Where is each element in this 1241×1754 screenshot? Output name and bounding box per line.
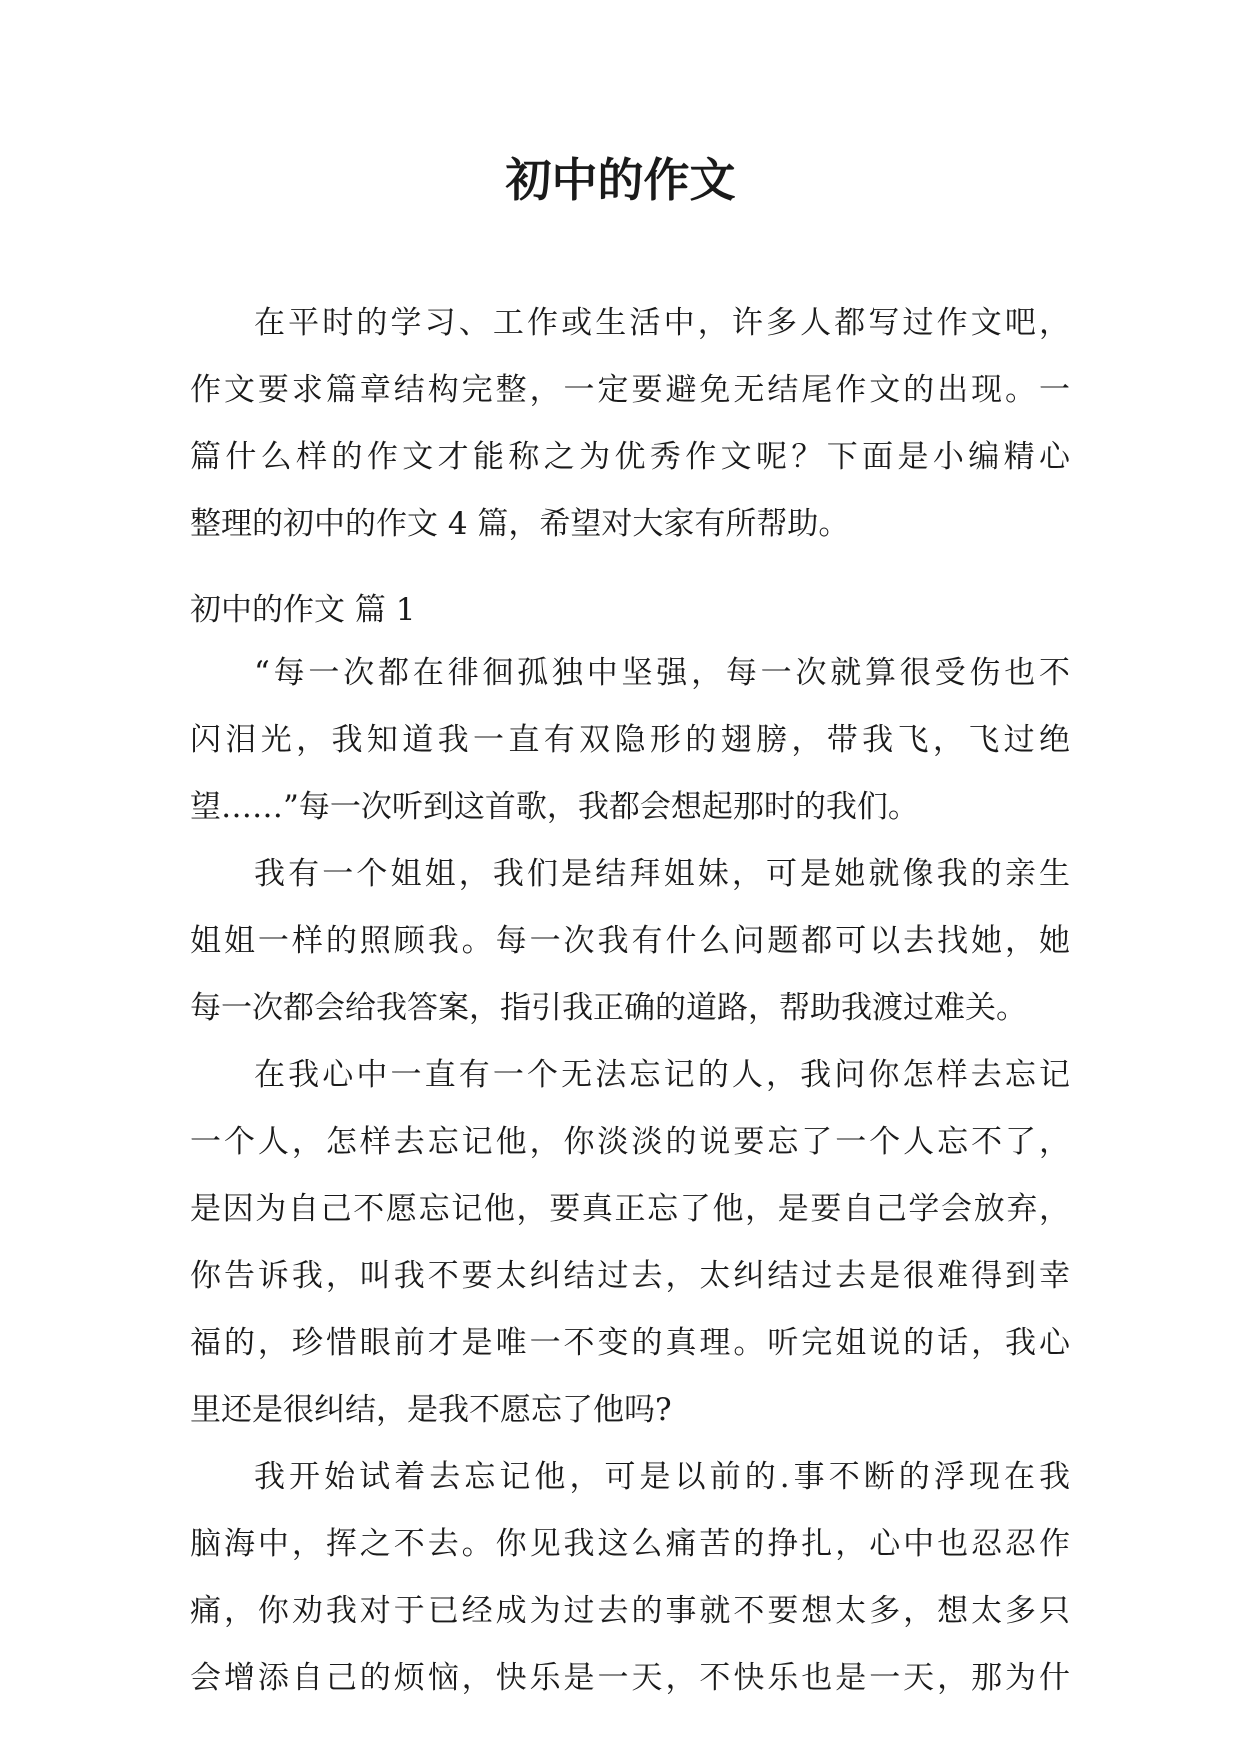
paragraph xyxy=(190,1042,1070,1444)
paragraph xyxy=(190,640,1070,841)
paragraph xyxy=(190,1444,1070,1712)
paragraph-line: 姐姐一样的照顾我。每一次我有什么问题都可以去找她，她 xyxy=(190,923,1070,959)
document-title: 初中的作文 xyxy=(505,153,736,207)
paragraph-line: 每一次都会给我答案，指引我正确的道路，帮助我渡过难关。 xyxy=(190,990,1027,1026)
paragraph-line: 在我心中一直有一个无法忘记的人，我问你怎样去忘记 xyxy=(254,1057,1070,1093)
essay-body xyxy=(190,580,1070,1712)
paragraph-line: 望……”每一次听到这首歌，我都会想起那时的我们。 xyxy=(190,789,919,825)
intro-paragraph xyxy=(190,290,1070,558)
paragraph-line: “每一次都在徘徊孤独中坚强，每一次就算很受伤也不 xyxy=(254,655,1070,691)
paragraph-line: 福的，珍惜眼前才是唯一不变的真理。听完姐说的话，我心 xyxy=(190,1325,1070,1361)
paragraph-line: 痛，你劝我对于已经成为过去的事就不要想太多，想太多只 xyxy=(190,1593,1070,1629)
section-heading: 初中的作文 篇 1 xyxy=(190,592,416,628)
intro-line: 篇什么样的作文才能称之为优秀作文呢？下面是小编精心 xyxy=(190,439,1070,475)
intro-line: 在平时的学习、工作或生活中，许多人都写过作文吧， xyxy=(254,305,1070,341)
paragraph-line: 会增添自己的烦恼，快乐是一天，不快乐也是一天，那为什 xyxy=(190,1660,1070,1696)
paragraph-line: 一个人，怎样去忘记他，你淡淡的说要忘了一个人忘不了， xyxy=(190,1124,1070,1160)
paragraph-line: 闪泪光，我知道我一直有双隐形的翅膀，带我飞，飞过绝 xyxy=(190,722,1070,758)
paragraph-line: 是因为自己不愿忘记他，要真正忘了他，是要自己学会放弃， xyxy=(190,1191,1070,1227)
paragraph-line: 我有一个姐姐，我们是结拜姐妹，可是她就像我的亲生 xyxy=(254,856,1070,892)
paragraph-line: 你告诉我，叫我不要太纠结过去，太纠结过去是很难得到幸 xyxy=(190,1258,1070,1294)
paragraph-line: 里还是很纠结，是我不愿忘了他吗? xyxy=(190,1392,672,1428)
paragraph xyxy=(190,841,1070,1042)
intro-line: 作文要求篇章结构完整，一定要避免无结尾作文的出现。一 xyxy=(190,372,1070,408)
paragraph-line: 我开始试着去忘记他，可是以前的.事不断的浮现在我 xyxy=(254,1459,1070,1495)
paragraph-line: 脑海中，挥之不去。你见我这么痛苦的挣扎，心中也忍忍作 xyxy=(190,1526,1070,1562)
intro-line: 整理的初中的作文 4 篇，希望对大家有所帮助。 xyxy=(190,506,850,542)
